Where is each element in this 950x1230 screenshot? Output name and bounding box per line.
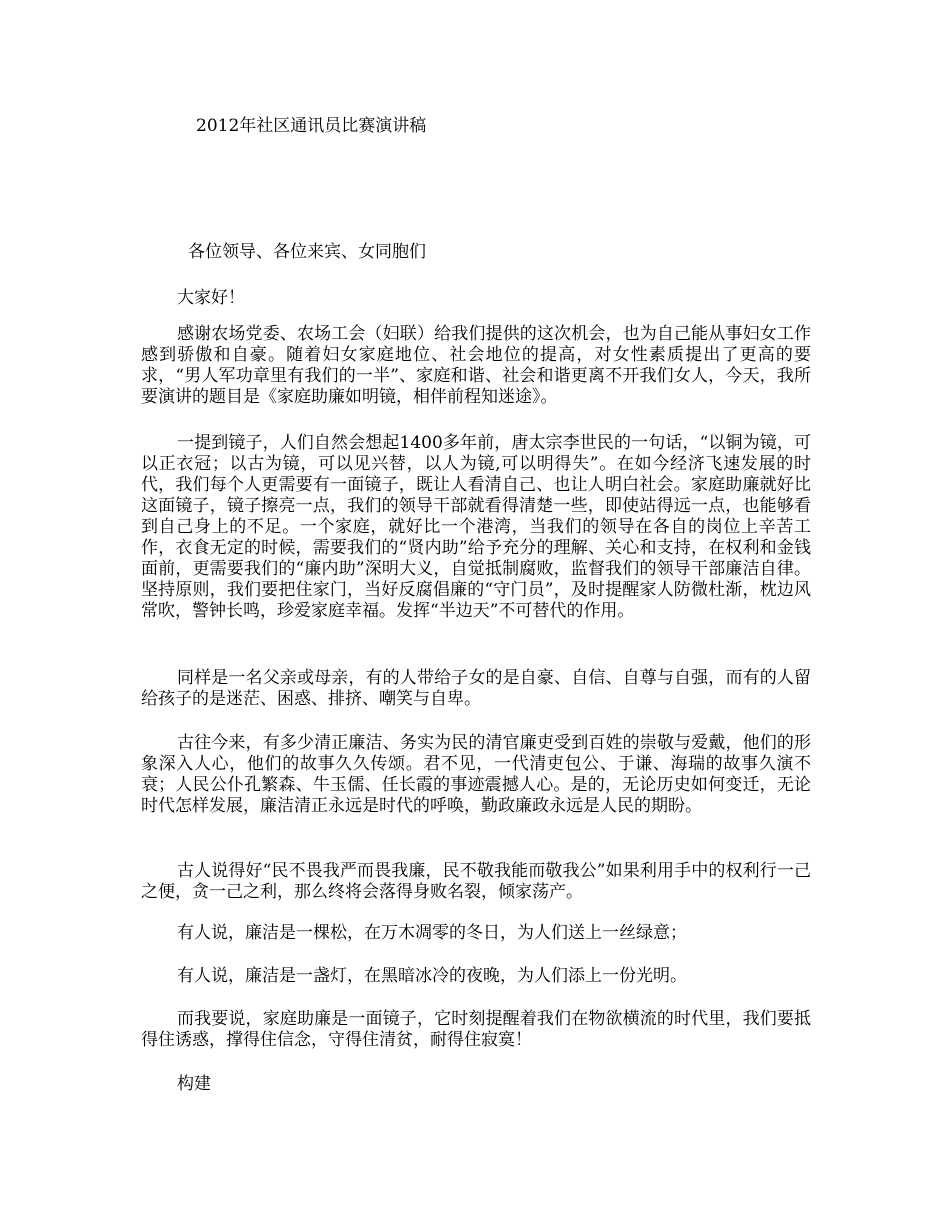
salutation: 各位领导、各位来宾、女同胞们 — [188, 242, 426, 262]
paragraph-lamp: 有人说，廉洁是一盏灯，在黑暗冰冷的夜晚，为人们添上一份光明。 — [177, 966, 687, 986]
paragraph-pine: 有人说，廉洁是一棵松，在万木凋零的冬日，为人们送上一丝绿意； — [177, 923, 687, 943]
paragraph-conclusion: 而我要说，家庭助廉是一面镜子，它时刻提醒着我们在物欲横流的时代里，我们要抵得住诱惑，撑得住信念，守得住清贫，耐得住寂寞！ — [141, 1009, 811, 1050]
paragraph-thanks: 感谢农场党委、农场工会（妇联）给我们提供的这次机会，也为自己能从事妇女工作感到骄傲和自豪。随着妇女家庭地位、社会地位的提高，对女性素质提出了更高的要求，“男人军功章里有我们的一半”、家庭和谐、社会和谐更离不开我们女人，今天，我所要演讲的题目是《家庭助廉如明镜，相伴前程知迷途》。 — [141, 324, 811, 407]
paragraph-history: 古往今来，有多少清正廉洁、务实为民的清官廉吏受到百姓的崇敬与爱戴，他们的形象深入人心，他们的故事久久传颂。君不见，一代清吏包公、于谦、海瑞的故事久演不衰；人民公仆孔繁森、牛玉儒、任长霞的事迹震撼人心。是的，无论历史如何变迁，无论时代怎样发展，廉洁清正永远是时代的呼唤，勤政廉政永远是人民的期盼。 — [141, 733, 811, 816]
paragraph-build: 构建 — [177, 1074, 211, 1094]
greeting-paragraph: 大家好！ — [177, 288, 245, 308]
paragraph-ancients: 古人说得好“民不畏我严而畏我廉，民不敬我能而敬我公”如果利用手中的权利行一己之便，贪一己之利，那么终将会落得身败名裂，倾家荡产。 — [141, 861, 811, 902]
paragraph-parents: 同样是一名父亲或母亲，有的人带给子女的是自豪、自信、自尊与自强，而有的人留给孩子的是迷茫、困惑、排挤、嘲笑与自卑。 — [141, 668, 811, 709]
paragraph-mirror: 一提到镜子，人们自然会想起1400多年前，唐太宗李世民的一句话，“以铜为镜，可以正衣冠；以古为镜，可以见兴替，以人为镜,可以明得失”。在如今经济飞速发展的时代，我们每个人更需要有一面镜子，既让人看清自己、也让人明白社会。家庭助廉就好比这面镜子，镜子擦亮一点，我们的领导干部就看得清楚一些，即使站得远一点，也能够看到自己身上的不足。一个家庭，就好比一个港湾，当我们的领导在各自的岗位上辛苦工作，衣食无定的时候，需要我们的“贤内助”给予充分的理解、关心和支持，在权利和金钱面前，更需要我们的“廉内助”深明大义，自觉抵制腐败，监督我们的领导干部廉洁自律。坚持原则，我们要把住家门，当好反腐倡廉的“守门员”，及时提醒家人防微杜渐，枕边风常吹，警钟长鸣，珍爱家庭幸福。发挥“半边天”不可替代的作用。 — [141, 433, 811, 621]
document-title: 2012年社区通讯员比赛演讲稿 — [196, 116, 427, 136]
